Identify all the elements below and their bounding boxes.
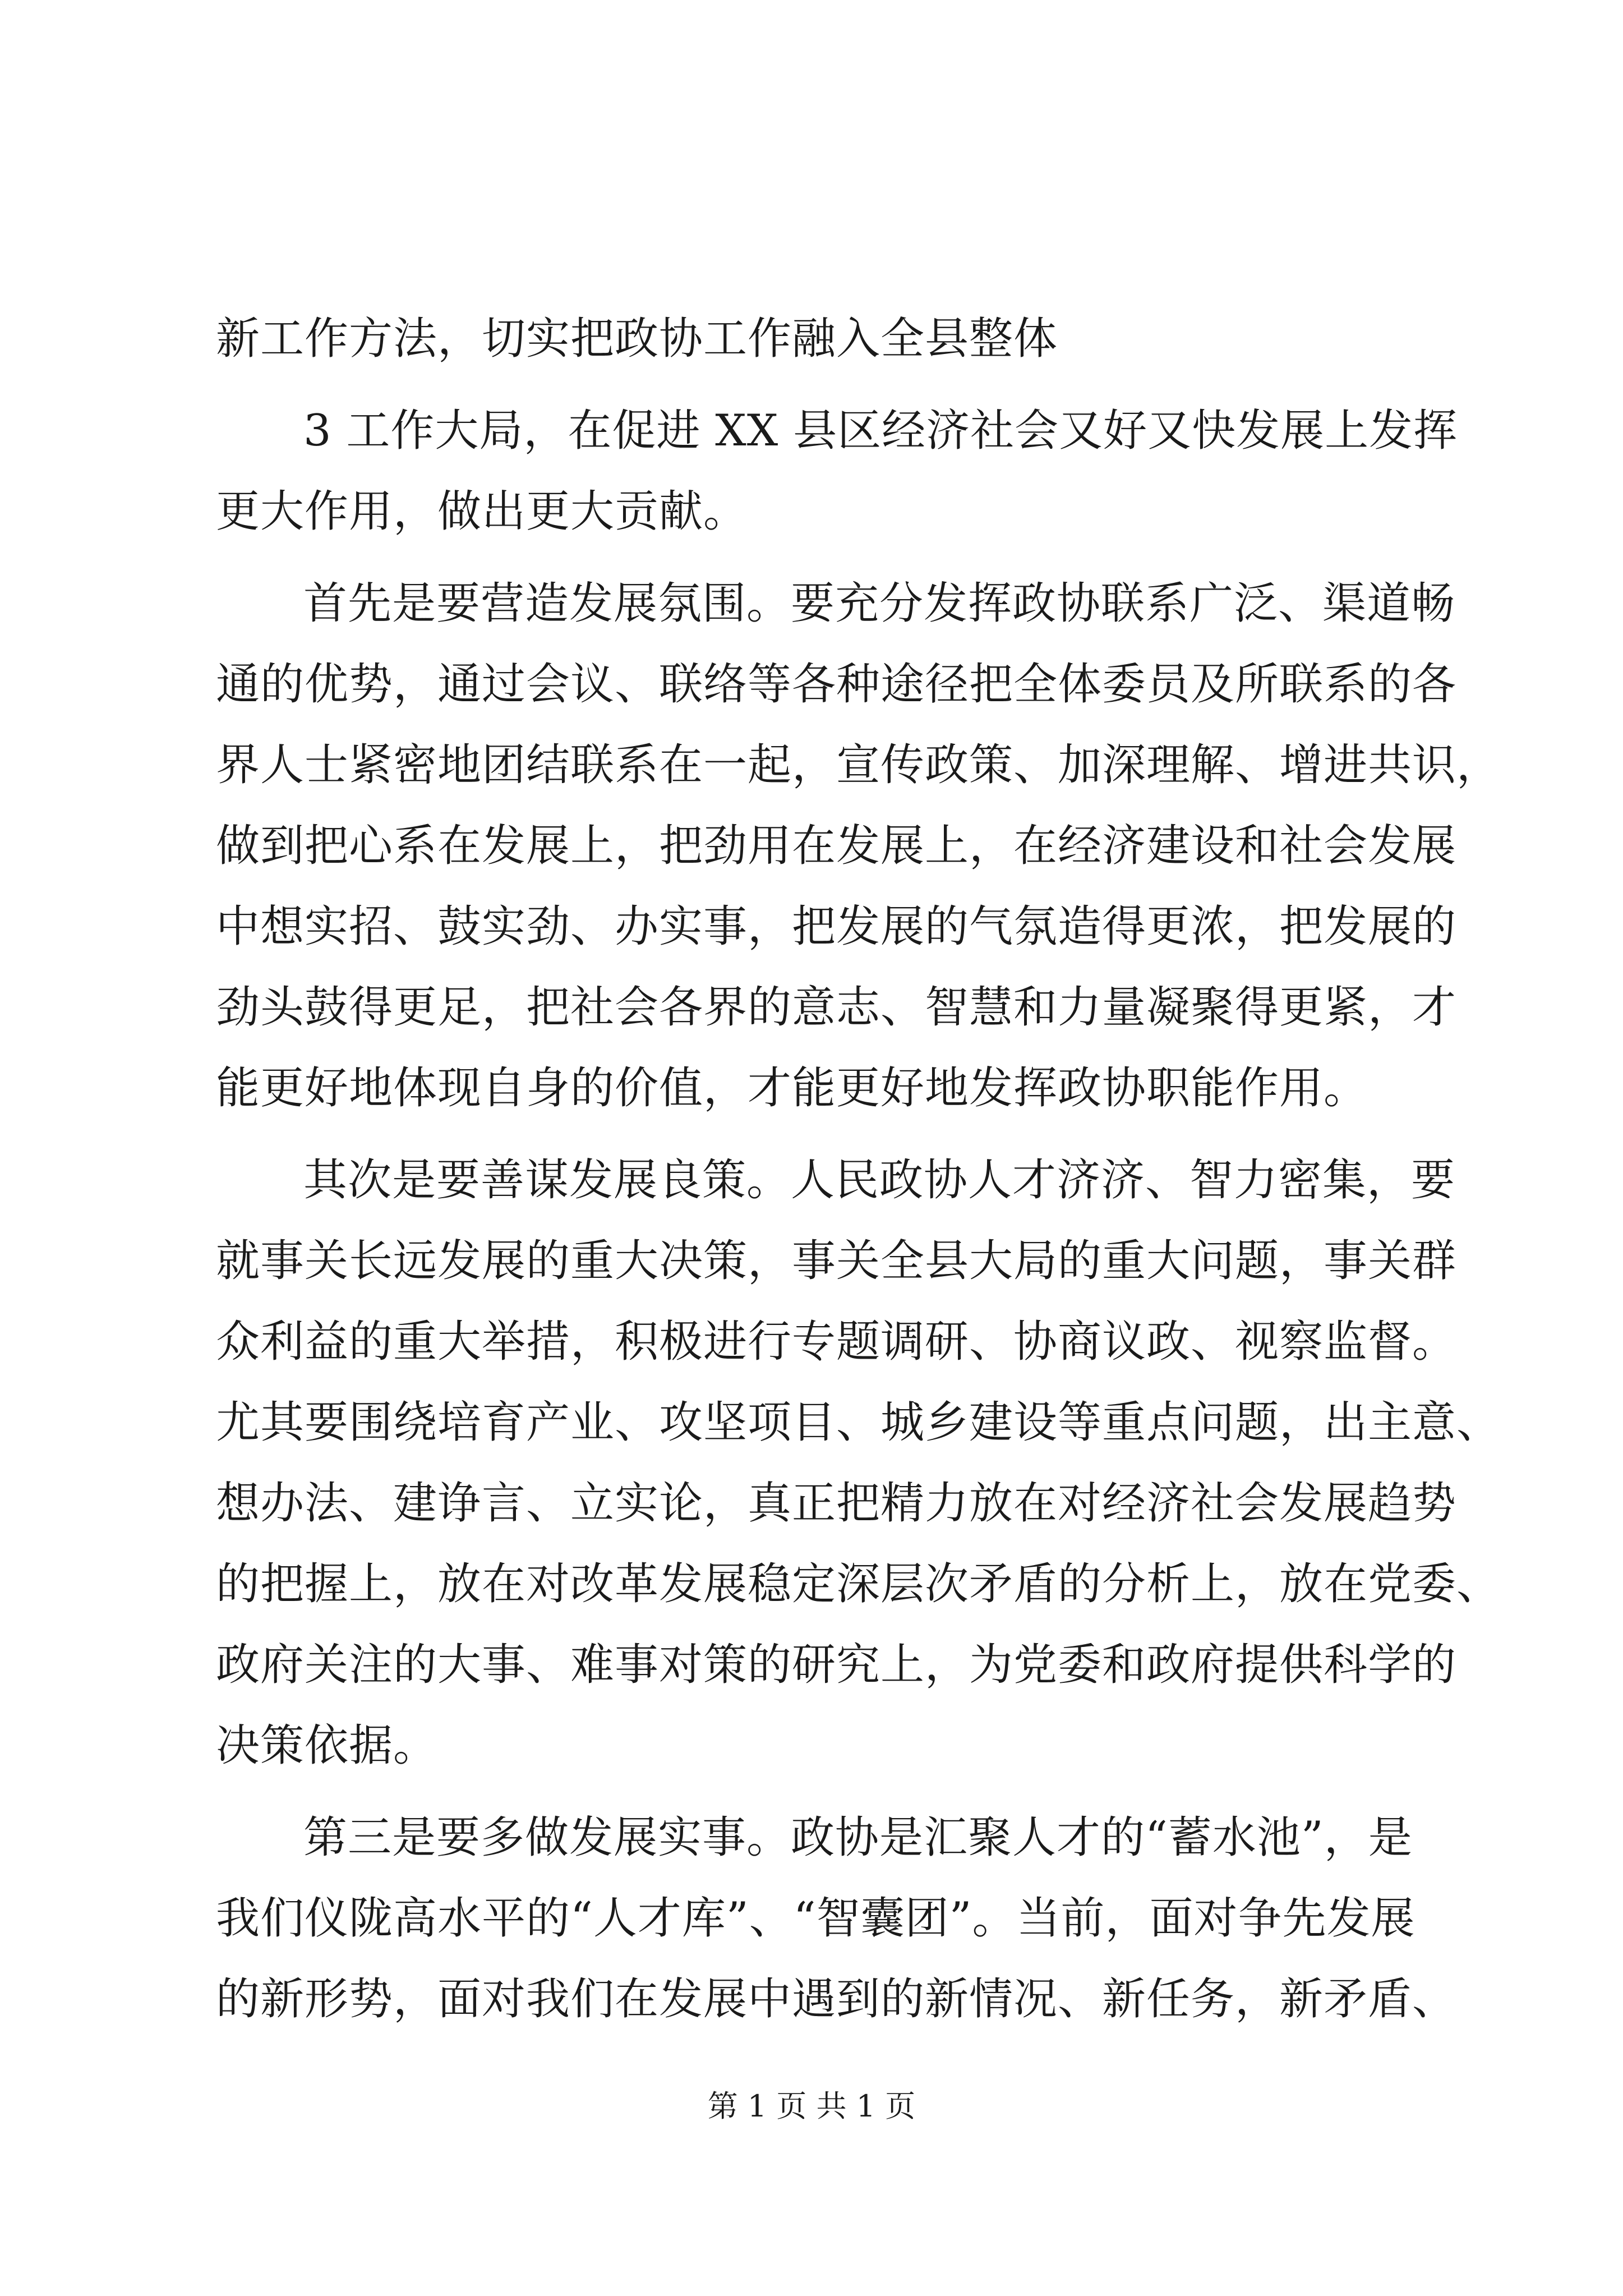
paragraph-start-line: 3 工作大局，在促进 XX 县区经济社会又好又快发展上发挥 — [303, 406, 1458, 456]
paragraph-start-line: 其次是要善谋发展良策。人民政协人才济济、智力密集，要 — [303, 1155, 1456, 1205]
text-line: 劲头鼓得更足，把社会各界的意志、智慧和力量凝聚得更紧，才 — [216, 982, 1457, 1033]
text-line: 中想实招、鼓实劲、办实事，把发展的气氛造得更浓，把发展的 — [216, 901, 1457, 952]
text-line: 做到把心系在发展上，把劲用在发展上，在经济建设和社会发展 — [216, 821, 1457, 871]
text-line: 通的优势，通过会议、联络等各种途径把全体委员及所联系的各 — [216, 659, 1457, 710]
document-body — [216, 298, 1501, 2040]
text-line: 界人士紧密地团结联系在一起，宣传政策、加深理解、增进共识， — [216, 740, 1501, 790]
text-line: 新工作方法，切实把政协工作融入全县整体 — [216, 314, 1058, 364]
text-line: 众利益的重大举措，积极进行专题调研、协商议政、视察监督。 — [216, 1317, 1457, 1367]
paragraph-start-line: 首先是要营造发展氛围。要充分发挥政协联系广泛、渠道畅 — [303, 578, 1456, 629]
text-line: 决策依据。 — [216, 1720, 438, 1771]
text-line: 政府关注的大事、难事对策的研究上，为党委和政府提供科学的 — [216, 1640, 1457, 1690]
text-line: 的新形势，面对我们在发展中遇到的新情况、新任务，新矛盾、 — [216, 1974, 1457, 2024]
paragraph-start-line: 第三是要多做发展实事。政协是汇聚人才的“蓄水池”，是 — [303, 1812, 1413, 1863]
text-line: 更大作用，做出更大贡献。 — [216, 486, 748, 537]
text-line: 想办法、建诤言、立实论，真正把精力放在对经济社会发展趋势 — [216, 1478, 1457, 1529]
text-line: 尤其要围绕培育产业、攻坚项目、城乡建设等重点问题，出主意、 — [216, 1397, 1501, 1448]
text-line: 能更好地体现自身的价值，才能更好地发挥政协职能作用。 — [216, 1063, 1368, 1114]
text-line: 的把握上，放在对改革发展稳定深层次矛盾的分析上，放在党委、 — [216, 1559, 1501, 1609]
page-number-footer: 第 1 页 共 1 页 — [707, 2088, 916, 2124]
text-line: 我们仪陇高水平的“人才库”、“智囊团”。当前，面对争先发展 — [216, 1893, 1415, 1944]
text-line: 就事关长远发展的重大决策，事关全县大局的重大问题，事关群 — [216, 1236, 1457, 1286]
